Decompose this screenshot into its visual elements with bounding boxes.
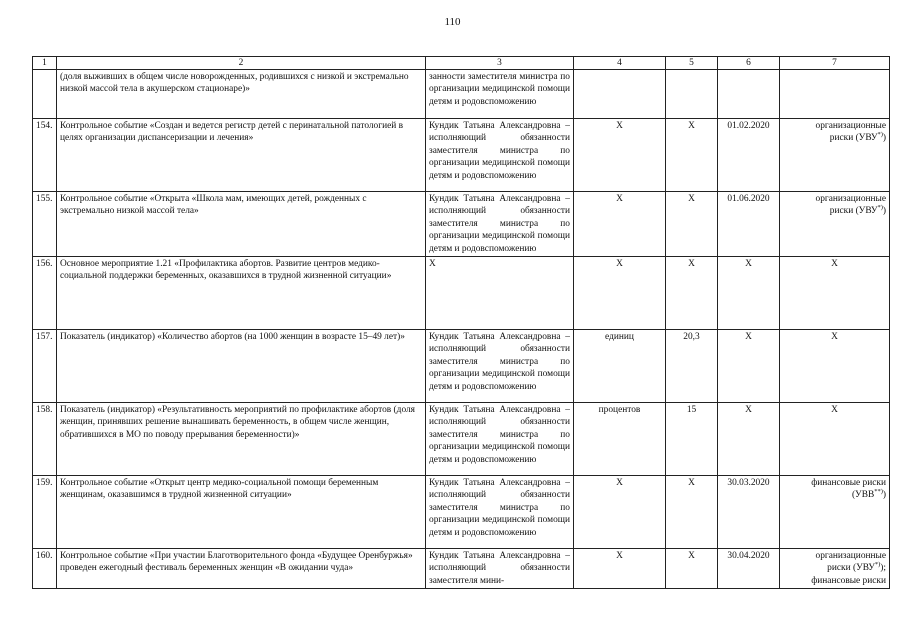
risk-line	[783, 193, 886, 205]
risk-closing: )	[882, 206, 886, 217]
row-value: Х	[666, 476, 718, 549]
table-body	[33, 70, 890, 589]
row-responsible: Кундик Татьяна Александровна – исполняющий обязанности заместителя министра по организации медицинской помощи детям и родовспоможению	[426, 119, 574, 192]
risk-line	[783, 550, 886, 562]
risk-line	[783, 331, 886, 343]
row-date: Х	[718, 330, 780, 403]
table-row	[33, 403, 890, 476]
risk-footnote-mark: *)	[874, 561, 881, 569]
page-number: 110	[444, 16, 461, 28]
row-name: (доля выживших в общем числе новорожденных, родившихся с низкой и экстремально низкой массой тела в акушерском стационаре)»	[57, 70, 426, 119]
risk-line	[783, 477, 886, 489]
row-date: Х	[718, 257, 780, 330]
row-value: 15	[666, 403, 718, 476]
row-unit: Х	[574, 119, 666, 192]
risk-line	[783, 132, 886, 144]
risk-closing: )	[882, 490, 886, 501]
row-risk	[780, 549, 890, 589]
row-name: Показатель (индикатор) «Количество абортов (на 1000 женщин в возрасте 15–49 лет)»	[57, 330, 426, 403]
header-col-5: 5	[666, 57, 718, 70]
row-name: Основное мероприятие 1.21 «Профилактика абортов. Развитие центров медико-социальной поддержки беременных, оказавшихся в трудной жизненной ситуации»	[57, 257, 426, 330]
risk-line	[783, 258, 886, 270]
risk-text: организационные	[815, 551, 886, 562]
header-col-6: 6	[718, 57, 780, 70]
row-number	[33, 70, 57, 119]
risk-closing: );	[880, 563, 886, 574]
row-date	[718, 70, 780, 119]
risk-text: Х	[831, 332, 838, 343]
row-responsible: Х	[426, 257, 574, 330]
row-value	[666, 70, 718, 119]
row-unit: Х	[574, 257, 666, 330]
header-row	[33, 57, 890, 70]
risk-line	[783, 562, 886, 574]
table-row	[33, 476, 890, 549]
header-col-3: 3	[426, 57, 574, 70]
table-row	[33, 257, 890, 330]
row-number: 154.	[33, 119, 57, 192]
table-row	[33, 119, 890, 192]
header-col-4: 4	[574, 57, 666, 70]
row-value: Х	[666, 119, 718, 192]
row-unit: Х	[574, 192, 666, 257]
row-risk	[780, 192, 890, 257]
table-row	[33, 192, 890, 257]
row-number: 158.	[33, 403, 57, 476]
header-col-2: 2	[57, 57, 426, 70]
risk-text: риски (УВУ	[829, 133, 878, 144]
risk-line	[783, 404, 886, 416]
row-date: 01.06.2020	[718, 192, 780, 257]
program-table	[32, 56, 890, 589]
table-row	[33, 549, 890, 589]
row-risk	[780, 119, 890, 192]
row-name: Контрольное событие «Открыт центр медико-социальной помощи беременным женщинам, оказавшимся в трудной жизненной ситуации»	[57, 476, 426, 549]
row-risk	[780, 330, 890, 403]
row-value: Х	[666, 257, 718, 330]
row-risk	[780, 403, 890, 476]
row-responsible: Кундик Татьяна Александровна – исполняющий обязанности заместителя министра по организации медицинской помощи детям и родовспоможению	[426, 403, 574, 476]
row-risk	[780, 476, 890, 549]
row-value: Х	[666, 192, 718, 257]
risk-text: финансовые риски	[811, 575, 886, 586]
row-unit: Х	[574, 476, 666, 549]
risk-text: риски (УВУ	[827, 563, 875, 574]
risk-line	[783, 489, 886, 501]
row-responsible: Кундик Татьяна Александровна – исполняющий обязанности заместителя министра по организации медицинской помощи детям и родовспоможению	[426, 192, 574, 257]
row-number: 159.	[33, 476, 57, 549]
row-number: 156.	[33, 257, 57, 330]
risk-text: риски (УВУ	[829, 206, 878, 217]
risk-text: Х	[831, 259, 838, 270]
header-col-7: 7	[780, 57, 890, 70]
risk-text: финансовые риски	[811, 478, 886, 489]
risk-text: (УВВ	[851, 490, 875, 501]
row-unit	[574, 70, 666, 119]
row-unit: процентов	[574, 403, 666, 476]
row-unit: единиц	[574, 330, 666, 403]
row-responsible: Кундик Татьяна Александровна – исполняющий обязанности заместителя министра по организации медицинской помощи детям и родовспоможению	[426, 330, 574, 403]
row-responsible: Кундик Татьяна Александровна – исполняющий обязанности заместителя министра по организации медицинской помощи детям и родовспоможению	[426, 476, 574, 549]
row-name: Контрольное событие «Открыта «Школа мам, имеющих детей, рожденных с экстремально низкой массой тела»	[57, 192, 426, 257]
risk-text: Х	[831, 405, 838, 416]
row-risk	[780, 257, 890, 330]
row-responsible: занности заместителя министра по организации медицинской помощи детям и родовспоможению	[426, 70, 574, 119]
table-row	[33, 70, 890, 119]
row-date: Х	[718, 403, 780, 476]
row-value: Х	[666, 549, 718, 589]
row-name: Контрольное событие «Создан и ведется регистр детей с перинатальной патологией в целях организации диспансеризации и лечения»	[57, 119, 426, 192]
risk-footnote-mark: **)	[874, 488, 883, 496]
header-col-1: 1	[33, 57, 57, 70]
row-number: 160.	[33, 549, 57, 589]
row-value: 20,3	[666, 330, 718, 403]
risk-footnote-mark: *)	[877, 204, 883, 212]
row-number: 155.	[33, 192, 57, 257]
row-name: Контрольное событие «При участии Благотворительного фонда «Будущее Оренбуржья» проведен ежегодный фестиваль беременных женщин «В ожидании чуда»	[57, 549, 426, 589]
row-responsible: Кундик Татьяна Александровна – исполняющий обязанности заместителя мини-	[426, 549, 574, 589]
row-unit: Х	[574, 549, 666, 589]
row-name: Показатель (индикатор) «Результативность мероприятий по профилактике абортов (доля женщин, принявших решение вынашивать беременность, в общем числе женщин, обратившихся в МО по поводу прерывания беременности)»	[57, 403, 426, 476]
risk-text: организационные	[815, 121, 886, 131]
row-number: 157.	[33, 330, 57, 403]
table-row	[33, 330, 890, 403]
risk-footnote-mark: *)	[877, 131, 883, 139]
row-date: 30.04.2020	[718, 549, 780, 589]
risk-line	[783, 205, 886, 217]
risk-text: организационные	[815, 194, 886, 204]
risk-line	[783, 575, 886, 587]
row-date: 01.02.2020	[718, 119, 780, 192]
risk-closing: )	[882, 133, 886, 144]
row-date: 30.03.2020	[718, 476, 780, 549]
row-risk	[780, 70, 890, 119]
risk-line	[783, 120, 886, 132]
